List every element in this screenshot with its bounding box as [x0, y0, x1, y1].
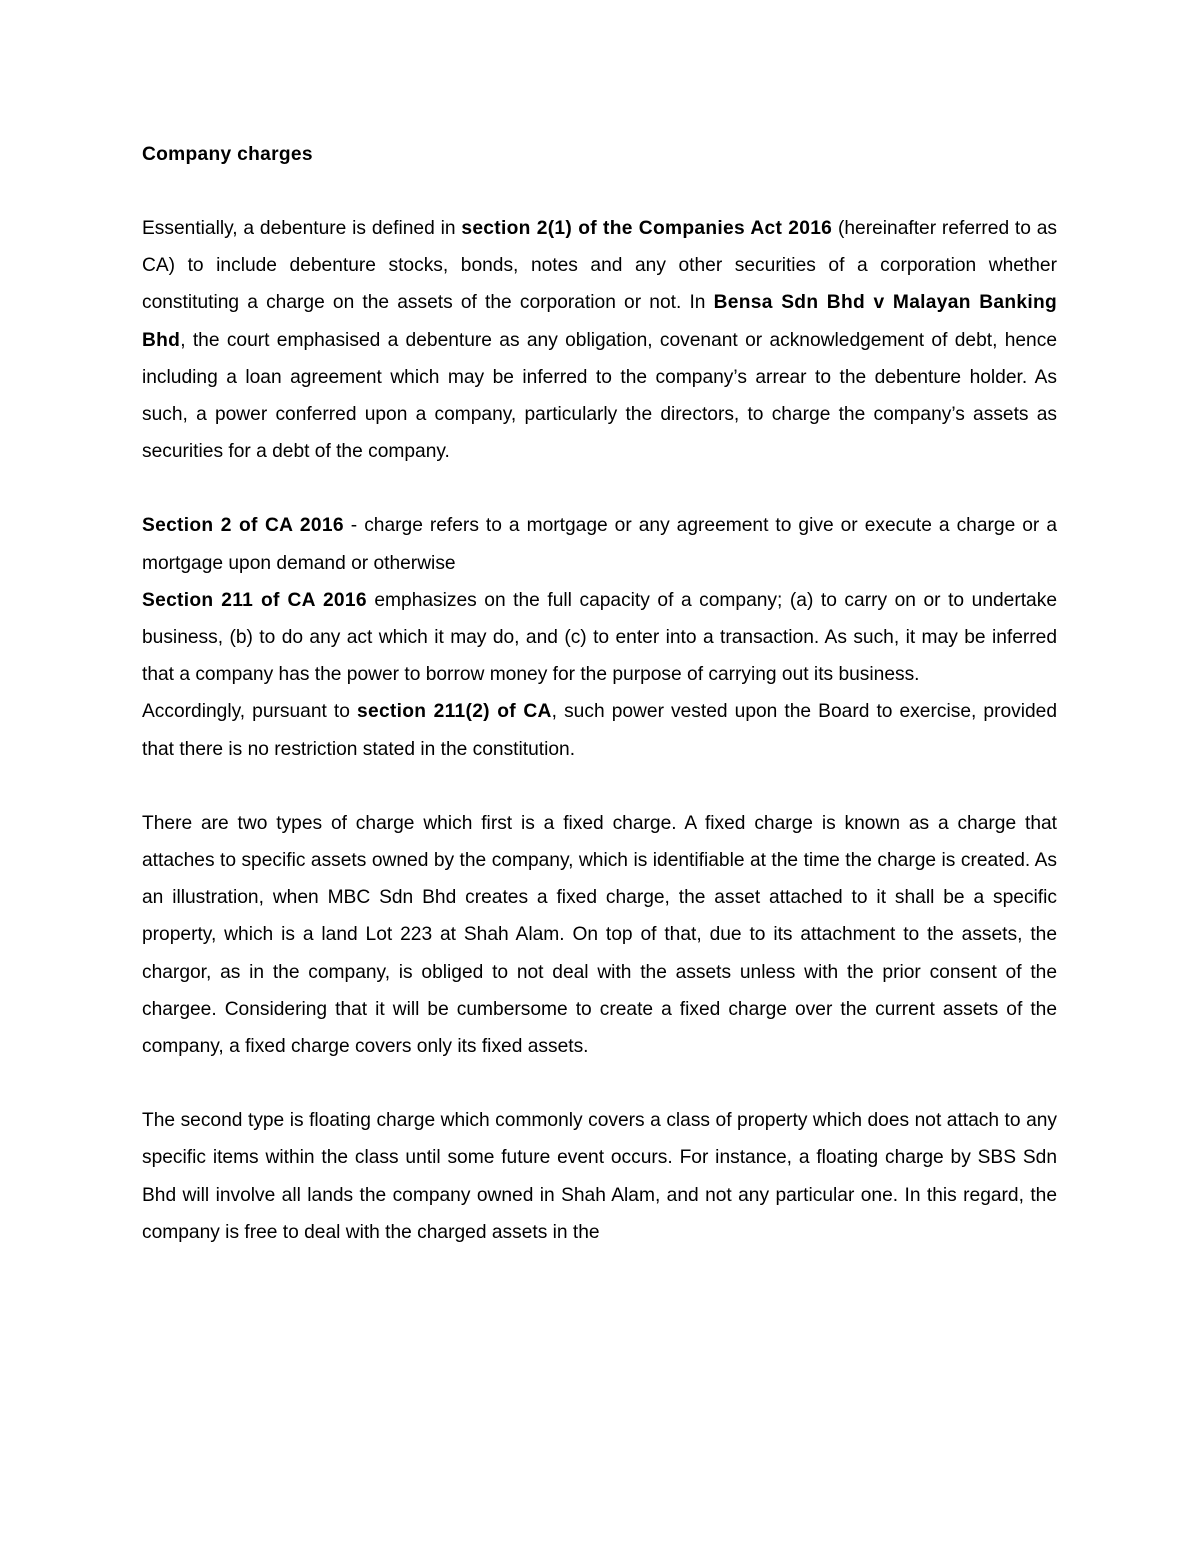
statute-reference: section 2(1) of the Companies Act 2016: [461, 218, 833, 239]
text-run: (hereinafter referred to as CA) to include debenture stocks, bonds, notes and any other securities of a corporation whether constituting a charge on the assets of the corporation or not. In: [142, 218, 1058, 314]
text-run: emphasizes on the full capacity of a company; (a) to carry on or to undertake business, (b) to do any act which it may do, and (c) to enter into a transaction. As such, it may be inferred that a company has the power to borrow money for the purpose of carrying out its business.: [142, 589, 1057, 686]
text-run: - charge refers to a mortgage or any agreement to give or execute a charge or a mortgage upon demand or otherwise: [142, 515, 1057, 574]
spacer: [142, 173, 1057, 210]
document-title: Company charges: [142, 144, 313, 165]
document-page: [142, 136, 1057, 1251]
text-run: Essentially, a debenture is defined in: [142, 218, 462, 239]
spacer: [142, 1065, 1057, 1102]
spacer: [142, 768, 1057, 805]
paragraph-section-2: [142, 507, 1057, 581]
paragraph-debenture-definition: [142, 210, 1057, 470]
paragraph-section-211: [142, 582, 1057, 694]
statute-reference: section 211(2) of CA: [357, 701, 552, 723]
paragraph-fixed-charge: There are two types of charge which first is a fixed charge. A fixed charge is known as a charge that attaches to specific assets owned by the company, which is identifiable at the time the charge is created. As an illustration, when MBC Sdn Bhd creates a fixed charge, the asset attached to it shall be a specific property, which is a land Lot 223 at Shah Alam. On top of that, due to its attachment to the assets, the chargor, as in the company, is obliged to not deal with the assets unless with the prior consent of the chargee. Considering that it will be cumbersome to create a fixed charge over the current assets of the company, a fixed charge covers only its fixed assets.: [142, 812, 1057, 1058]
paragraph-section-211-2: [142, 693, 1057, 767]
text-run: Accordingly, pursuant to: [142, 701, 358, 723]
statute-reference: Section 211 of CA 2016: [142, 589, 367, 611]
case-reference: Bensa Sdn Bhd v Malayan Banking Bhd: [142, 292, 1057, 351]
statute-reference: Section 2 of CA 2016: [142, 515, 344, 537]
spacer: [142, 470, 1057, 507]
text-run: , such power vested upon the Board to exercise, provided that there is no restriction stated in the constitution.: [142, 701, 1058, 760]
paragraph-floating-charge: The second type is floating charge which commonly covers a class of property which does not attach to any specific items within the class until some future event occurs. For instance, a floating charge by SBS Sdn Bhd will involve all lands the company owned in Shah Alam, and not any particular one. In this regard, the company is free to deal with the charged assets in the: [142, 1110, 1057, 1243]
text-run: , the court emphasised a debenture as any obligation, covenant or acknowledgement of debt, hence including a loan agreement which may be inferred to the company’s arrear to the debenture holder. As such, a power conferred upon a company, particularly the directors, to charge the company’s assets as securities for a debt of the company.: [142, 329, 1057, 463]
